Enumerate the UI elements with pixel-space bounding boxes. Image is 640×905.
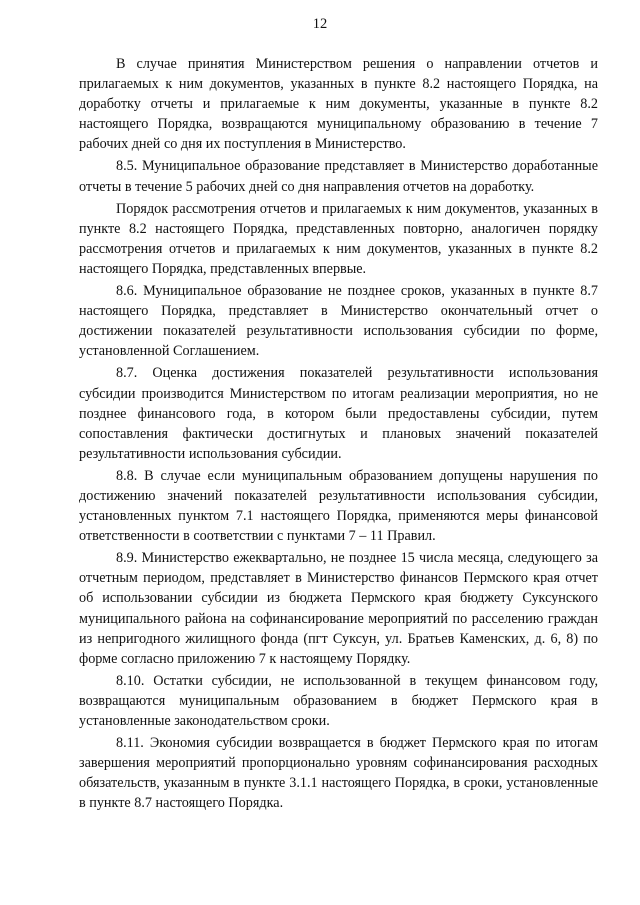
paragraph-8-7: 8.7. Оценка достижения показателей результативности использования субсидии производится Министерством по итогам реализации мероприятия, но не позднее финансового года, в котором были предоставлены субсидии, путем сопоставления фактически достигнутых и плановых значений показателей результативности использования субсидии.	[79, 365, 598, 462]
paragraph-return-for-revision: В случае принятия Министерством решения о направлении отчетов и прилагаемых к ним документов, указанных в пункте 8.2 настоящего Порядка, на доработку отчеты и прилагаемые к ним документы, указанные в пункте 8.2 настоящего Порядка, возвращаются муниципальному образованию в течение 7 рабочих дней со дня их поступления в Министерство.	[79, 56, 598, 153]
page-number: 12	[312, 16, 328, 32]
paragraph-resubmission-procedure: Порядок рассмотрения отчетов и прилагаемых к ним документов, указанных в пункте 8.2 настоящего Порядка, представленных повторно, аналогичен порядку рассмотрения отчетов и прилагаемых к ним документов, указанных в пункте 8.2 настоящего Порядка, представленных впервые.	[79, 200, 598, 277]
paragraph-8-9: 8.9. Министерство ежеквартально, не позднее 15 числа месяца, следующего за отчетным периодом, представляет в Министерство финансов Пермского края отчет об использовании субсидии из бюджета Пермского края бюджету Суксунского муниципального района на софинансирование мероприятий по расселению граждан из непригодного жилищного фонда (пгт Суксун, ул. Братьев Каменских, д. 6, 8) по форме согласно приложению 7 к настоящему Порядку.	[79, 550, 598, 667]
paragraph-8-8: 8.8. В случае если муниципальным образованием допущены нарушения по достижению значений показателей результативности использования субсидии, установленных пунктом 7.1 настоящего Порядка, применяются меры финансовой ответственности в соответствии с пунктами 7 – 11 Правил.	[79, 467, 598, 545]
paragraph-8-6: 8.6. Муниципальное образование не позднее сроков, указанных в пункте 8.7 настоящего Порядка, представляет в Министерство окончательный отчет о достижении показателей результативности использования субсидии по форме, установленной Соглашением.	[79, 283, 598, 360]
paragraph-8-10: 8.10. Остатки субсидии, не использованной в текущем финансовом году, возвращаются муниципальным образованием в бюджет Пермского края в установленные законодательством сроки.	[79, 672, 598, 729]
document-body	[79, 54, 598, 815]
paragraph-8-11: 8.11. Экономия субсидии возвращается в бюджет Пермского края по итогам завершения мероприятий пропорционально уровням софинансирования расходных обязательств, указанным в пункте 3.1.1 настоящего Порядка, в сроки, установленные в пункте 8.7 настоящего Порядка.	[79, 735, 598, 812]
paragraph-8-5: 8.5. Муниципальное образование представляет в Министерство доработанные отчеты в течение 5 рабочих дней со дня направления отчетов на доработку.	[79, 158, 598, 195]
